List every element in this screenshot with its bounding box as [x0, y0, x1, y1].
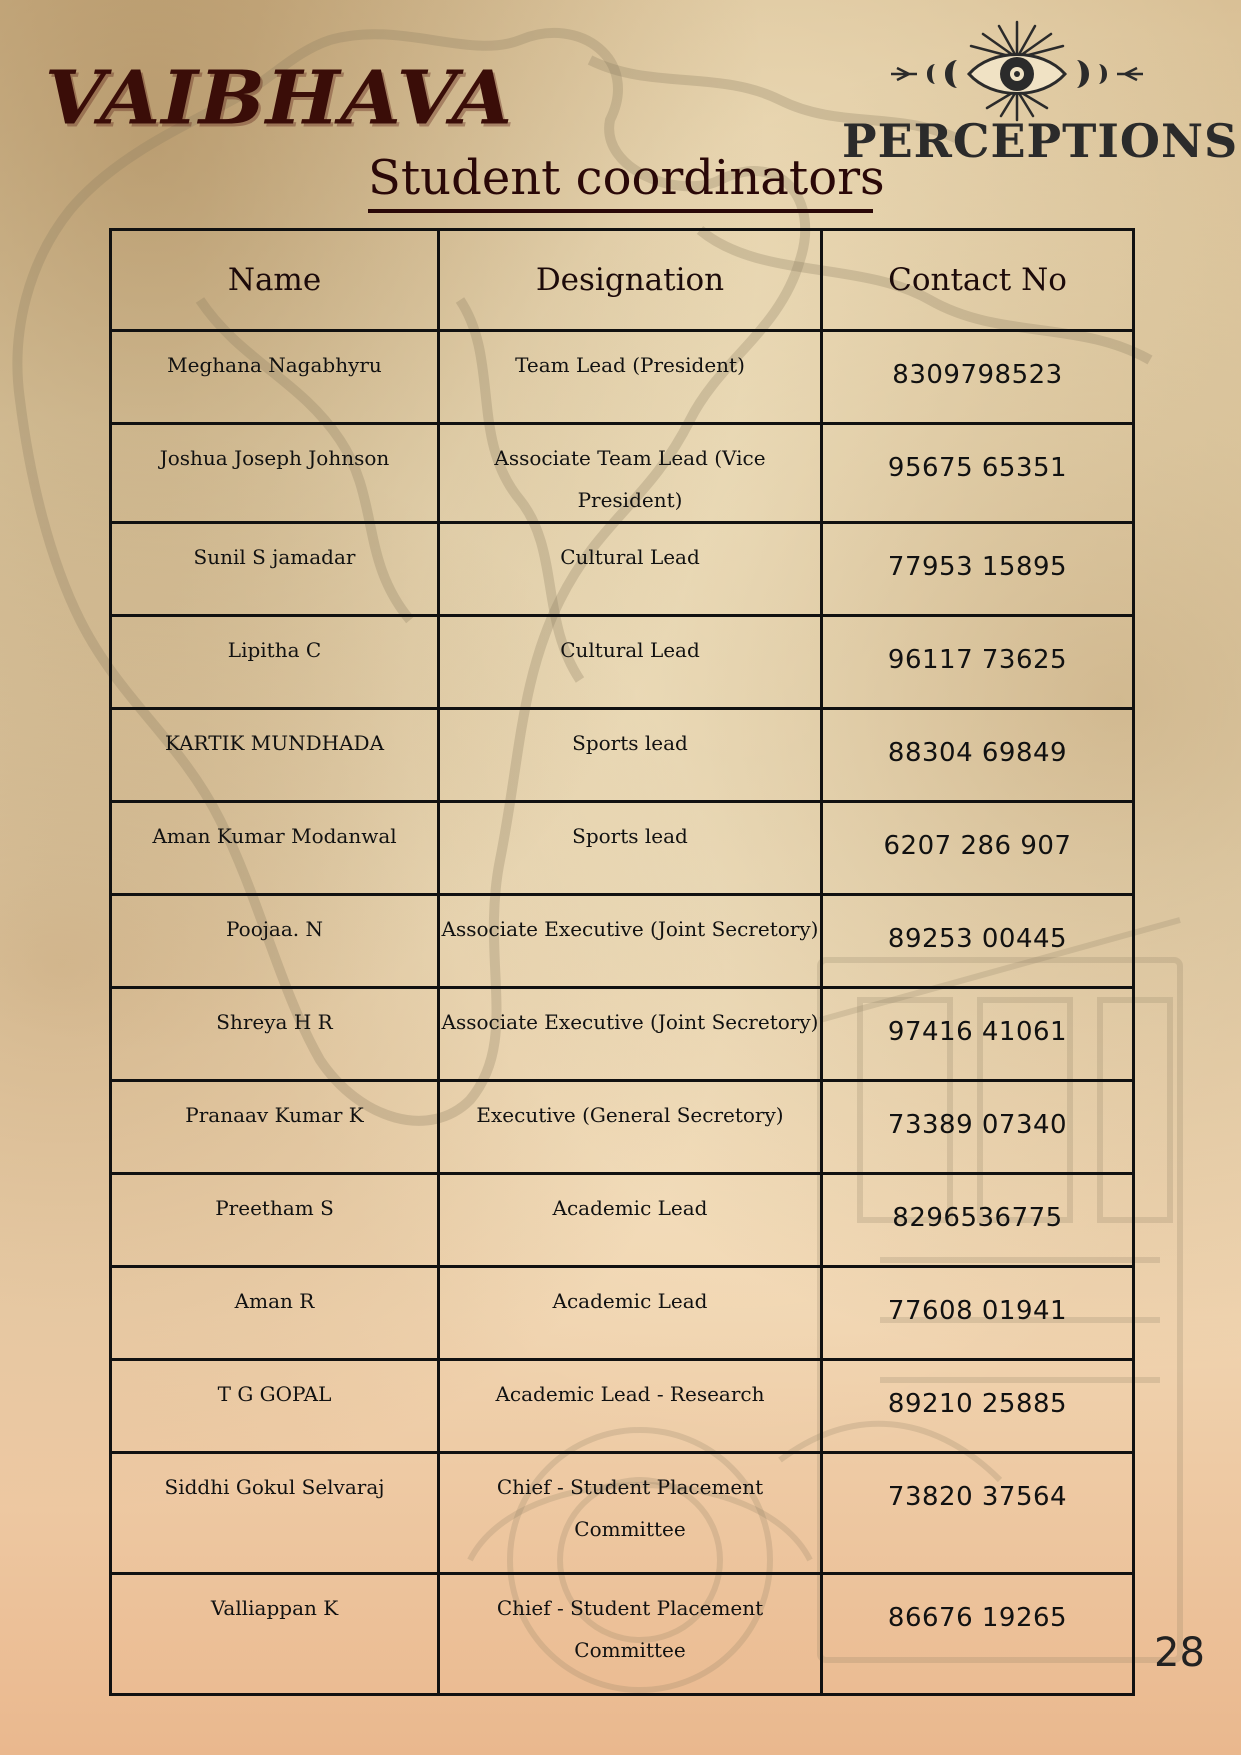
cell-designation [439, 709, 822, 802]
table-row [111, 988, 1134, 1081]
table-row [111, 1081, 1134, 1174]
cell-contact-text: 89253 00445 [887, 924, 1068, 954]
cell-name-text: Poojaa. N [226, 917, 323, 941]
cell-name [111, 988, 439, 1081]
cell-contact-text: 89210 25885 [887, 1389, 1068, 1419]
cell-name-text: Shreya H R [216, 1010, 333, 1034]
vaibhava-logo: VAIBHAVA [34, 55, 523, 142]
table-row [111, 1360, 1134, 1453]
cell-designation [439, 1360, 822, 1453]
cell-name-text: T G GOPAL [217, 1382, 332, 1406]
cell-contact-text: 96117 73625 [887, 645, 1068, 675]
cell-name [111, 802, 439, 895]
cell-designation-text: Cultural Lead [560, 545, 700, 569]
cell-contact-text: 97416 41061 [887, 1017, 1068, 1047]
cell-name [111, 424, 439, 523]
cell-designation-text: Associate Executive (Joint Secretory) [441, 917, 819, 941]
cell-name [111, 709, 439, 802]
title-underline [368, 209, 873, 213]
cell-name-text: Siddhi Gokul Selvaraj [164, 1475, 385, 1499]
cell-name-text: Aman Kumar Modanwal [152, 824, 397, 848]
eye-icon [887, 20, 1147, 125]
cell-designation-text: Sports lead [572, 731, 688, 755]
cell-contact [822, 424, 1134, 523]
table-header-row [111, 230, 1134, 331]
cell-designation [439, 523, 822, 616]
cell-contact [822, 802, 1134, 895]
cell-contact [822, 709, 1134, 802]
cell-name-text: Lipitha C [227, 638, 322, 662]
table-row [111, 523, 1134, 616]
cell-name-text: KARTIK MUNDHADA [164, 731, 385, 755]
cell-contact [822, 895, 1134, 988]
cell-contact [822, 523, 1134, 616]
page-title: Student coordinators [368, 150, 900, 206]
cell-designation [439, 616, 822, 709]
cell-designation-text: Chief - Student Placement Committee [496, 1475, 764, 1541]
table-row [111, 802, 1134, 895]
cell-contact-text: 77953 15895 [887, 552, 1068, 582]
cell-designation [439, 331, 822, 424]
cell-name [111, 1453, 439, 1574]
cell-name [111, 895, 439, 988]
cell-contact-text: 77608 01941 [887, 1296, 1068, 1326]
cell-contact-text: 88304 69849 [887, 738, 1068, 768]
cell-name [111, 1081, 439, 1174]
table-row [111, 709, 1134, 802]
cell-name-text: Pranaav Kumar K [185, 1103, 364, 1127]
coordinators-table [109, 228, 1135, 1696]
cell-designation-text: Academic Lead - Research [495, 1382, 765, 1406]
cell-name [111, 331, 439, 424]
cell-designation [439, 1267, 822, 1360]
table-row [111, 1453, 1134, 1574]
cell-contact [822, 616, 1134, 709]
table-row [111, 1174, 1134, 1267]
cell-contact [822, 1360, 1134, 1453]
cell-name [111, 523, 439, 616]
cell-contact-text: 95675 65351 [887, 453, 1068, 483]
cell-contact [822, 1081, 1134, 1174]
cell-name [111, 1267, 439, 1360]
cell-name-text: Meghana Nagabhyru [167, 353, 382, 377]
table-body [111, 331, 1134, 1695]
cell-contact [822, 1453, 1134, 1574]
cell-designation-text: Sports lead [572, 824, 688, 848]
table-row [111, 424, 1134, 523]
cell-name-text: Aman R [234, 1289, 315, 1313]
cell-contact [822, 331, 1134, 424]
cell-name-text: Preetham S [215, 1196, 334, 1220]
cell-name [111, 1574, 439, 1695]
cell-contact [822, 988, 1134, 1081]
column-header-designation: Designation [439, 230, 822, 331]
cell-designation [439, 1453, 822, 1574]
cell-designation [439, 424, 822, 523]
cell-name-text: Joshua Joseph Johnson [159, 446, 390, 470]
cell-contact-text: 73820 37564 [887, 1482, 1068, 1512]
column-header-contact: Contact No [822, 230, 1134, 331]
cell-designation [439, 895, 822, 988]
page-number: 28 [1154, 1630, 1205, 1676]
cell-name [111, 1360, 439, 1453]
cell-designation [439, 1174, 822, 1267]
cell-contact [822, 1174, 1134, 1267]
cell-designation-text: Academic Lead [552, 1289, 708, 1313]
cell-designation [439, 1081, 822, 1174]
cell-designation-text: Academic Lead [552, 1196, 708, 1220]
cell-contact-text: 8309798523 [892, 360, 1063, 390]
cell-designation-text: Associate Executive (Joint Secretory) [441, 1010, 819, 1034]
cell-name-text: Sunil S jamadar [193, 545, 356, 569]
cell-designation-text: Cultural Lead [560, 638, 700, 662]
cell-contact-text: 73389 07340 [887, 1110, 1068, 1140]
table-row [111, 331, 1134, 424]
cell-designation-text: Chief - Student Placement Committee [496, 1596, 764, 1662]
cell-designation [439, 802, 822, 895]
cell-contact-text: 8296536775 [892, 1203, 1063, 1233]
cell-designation-text: Executive (General Secretory) [476, 1103, 784, 1127]
cell-name-text: Valliappan K [210, 1596, 339, 1620]
perceptions-wordmark: PERCEPTIONS [842, 114, 1239, 168]
cell-contact-text: 6207 286 907 [883, 831, 1072, 861]
cell-contact [822, 1574, 1134, 1695]
table-row [111, 895, 1134, 988]
perceptions-logo [842, 20, 1239, 170]
cell-name [111, 1174, 439, 1267]
table-row [111, 1574, 1134, 1695]
cell-designation-text: Team Lead (President) [515, 353, 745, 377]
cell-designation-text: Associate Team Lead (Vice President) [494, 446, 766, 512]
cell-designation [439, 988, 822, 1081]
table-row [111, 616, 1134, 709]
cell-designation [439, 1574, 822, 1695]
column-header-name: Name [111, 230, 439, 331]
cell-contact-text: 86676 19265 [887, 1603, 1068, 1633]
cell-name [111, 616, 439, 709]
cell-contact [822, 1267, 1134, 1360]
table-row [111, 1267, 1134, 1360]
